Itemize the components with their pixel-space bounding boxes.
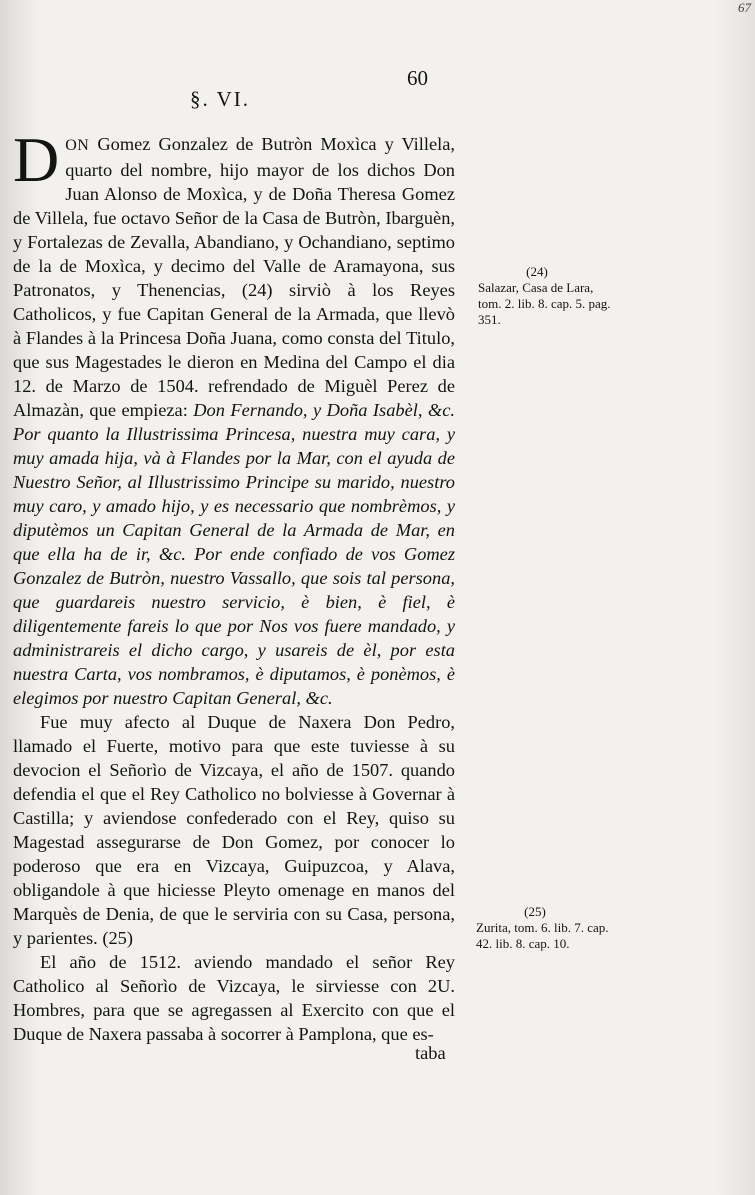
note-label: (25) (524, 904, 546, 919)
drop-cap: D (13, 124, 60, 195)
note-label: (24) (526, 264, 548, 279)
royal-title-quote: Don Fernando, y Doña Isabèl, &c. Por quanto la Illustrissima Princesa, nuestra muy cara, y muy amada hija, và à Flandes por la Mar, con el ayuda de Nuestro Señor, al Illustrissimo Principe su marido, nuestro muy caro, y amado hijo, y es necessario que nombrèmos, y diputèmos un Capitan General de la Armada de Mar, en que ella ha de ir, &c. Por ende confiado de vos Gomez Gonzalez de Butròn, nuestro Vassallo, que sois tal persona, que guardareis nuestro servicio, è bien, è fiel, è diligentemente fareis lo que por Nos vos fuere mandado, y administrareis el dicho cargo, y usareis de èl, por esta nuestra Carta, vos nombramos, è diputamos, è ponèmos, è elegimos por nuestro Capitan General, &c. (13, 400, 455, 708)
small-caps-opening: ON (65, 137, 90, 154)
section-heading: §. VI. (190, 87, 251, 111)
page-number: 60 (407, 66, 428, 90)
paragraph-1 (13, 124, 455, 710)
paragraph-3: El año de 1512. aviendo mandado el señor Rey Catholico al Señorìo de Vizcaya, le sirviesse con 2U. Hombres, para que se agregassen al Exercito con que el Duque de Naxera passaba à socorrer à Pamplona, que es- (13, 952, 455, 1044)
main-text-block (13, 124, 455, 1046)
note-text: Salazar, Casa de Lara, tom. 2. lib. 8. cap. 5. pag. 351. (478, 280, 611, 327)
paragraph-2: Fue muy afecto al Duque de Naxera Don Pedro, llamado el Fuerte, motivo para que este tuviesse à su devocion el Señorìo de Vizcaya, el año de 1507. quando defendia el que el Rey Catholico no bolviesse à Governar à Castilla; y aviendose confederado con el Rey, quiso su Magestad assegurarse de Don Gomez, por conocer lo poderoso que era en Vizcaya, Guipuzcoa, y Alava, obligandole à que hiciesse Pleyto omenage en manos del Marquès de Denia, de que le serviria con su Casa, persona, y parientes. (25) (13, 712, 455, 948)
margin-note-25 (460, 904, 610, 952)
note-text: Zurita, tom. 6. lib. 7. cap. 42. lib. 8. cap. 10. (476, 920, 609, 951)
corner-page-mark: 67 (738, 0, 751, 15)
catchword: taba (415, 1043, 446, 1063)
paragraph-1-text: Gomez Gonzalez de Butròn Moxìca y Villela, quarto del nombre, hijo mayor de los dichos Don Juan Alonso de Moxìca, y de Doña Theresa Gomez de Villela, fue octavo Señor de la Casa de Butròn, Ibarguèn, y Fortalezas de Zevalla, Abandiano, y Ochandiano, septimo de la de Moxìca, y decimo del Valle de Aramayona, sus Patronatos, y Thenencias, (24) sirviò à los Reyes Catholicos, y fue Capitan General de la Armada, que llevò à Flandes à la Princesa Doña Juana, como consta del Titulo, que sus Magestades le dieron en Medina del Campo el dia 12. de Marzo de 1504. refrendado de Miguèl Perez de Almazàn, que empieza: (13, 134, 455, 420)
margin-note-24 (462, 264, 612, 328)
